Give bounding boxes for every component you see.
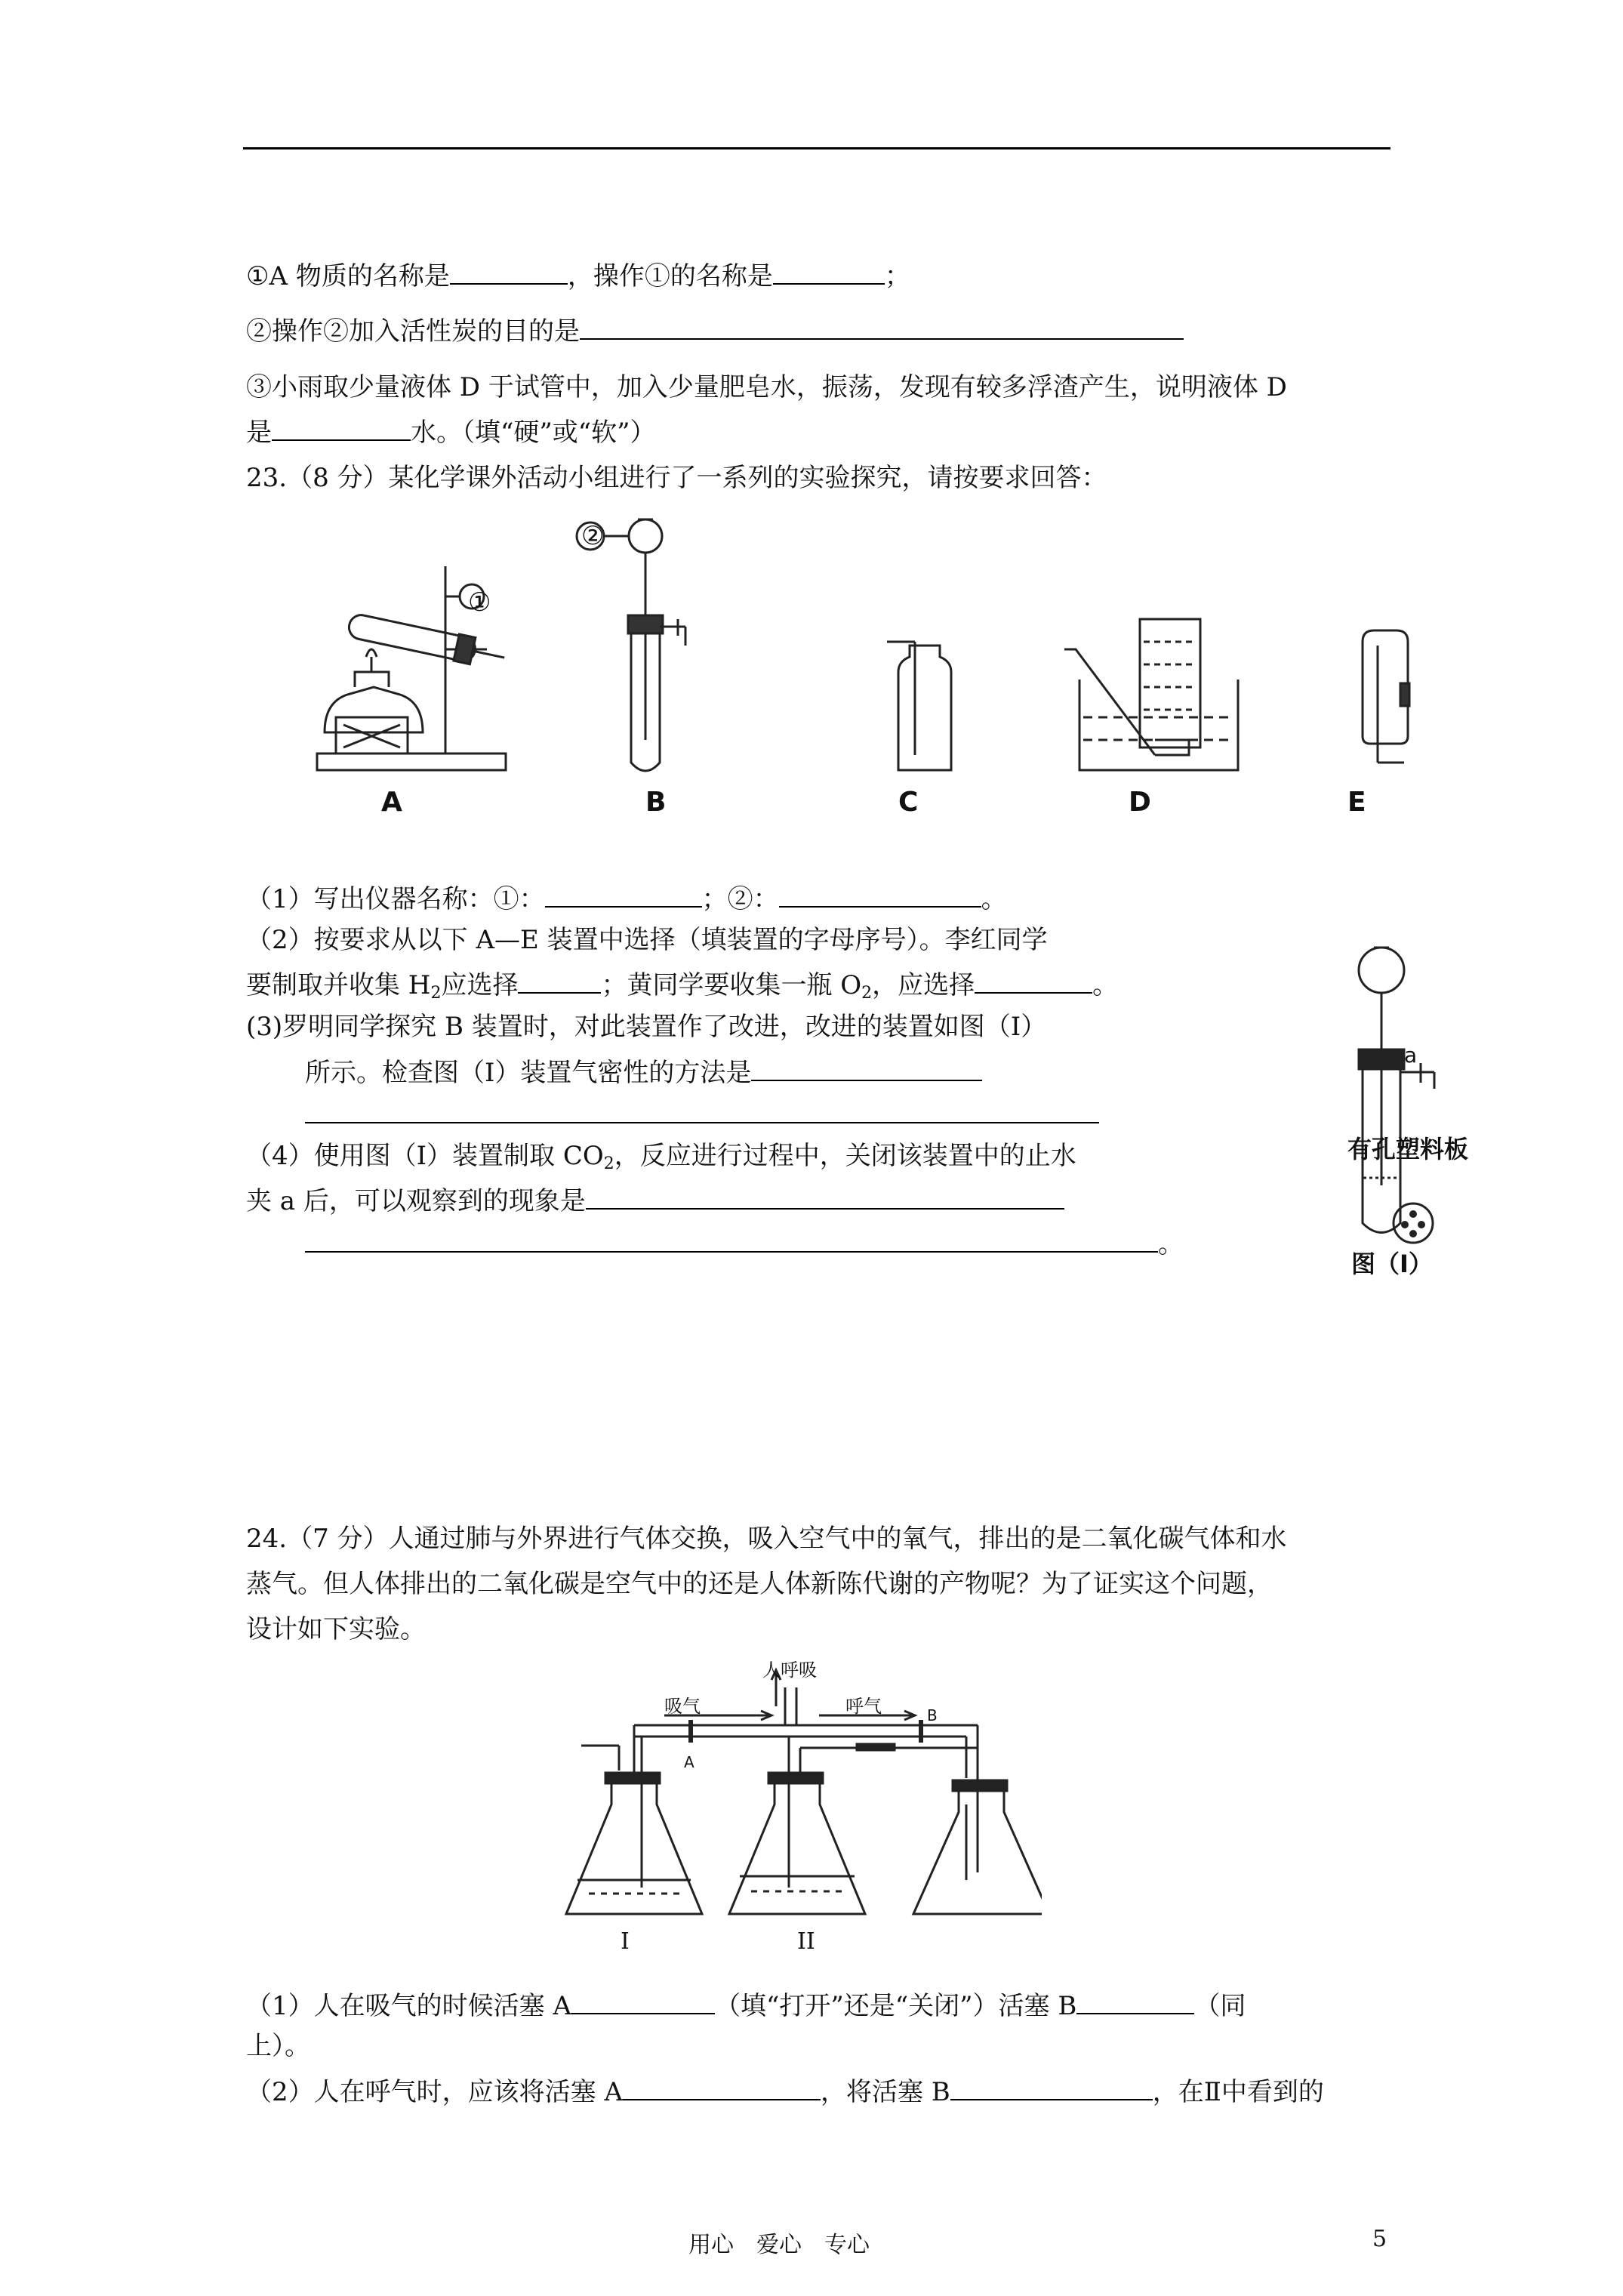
answer-blank[interactable] <box>518 966 601 994</box>
answer-blank-continued[interactable] <box>305 1096 1099 1123</box>
apparatus-label-c: C <box>898 787 919 818</box>
apparatus-marker-1: ① <box>468 587 491 618</box>
answer-blank[interactable] <box>773 257 885 285</box>
q23-part4-line2 <box>246 1182 1064 1218</box>
header-rule <box>243 147 1390 149</box>
answer-blank[interactable] <box>751 1054 982 1081</box>
answer-blank[interactable] <box>571 1987 715 2014</box>
figure-i-caption: 图（I） <box>1351 1250 1433 1278</box>
q23-part4-line1 <box>246 1139 1076 1181</box>
diagram-label-exhale: 呼气 <box>845 1696 882 1717</box>
answer-blank[interactable] <box>450 257 568 285</box>
diagram-label-flask-i: I <box>621 1928 630 1955</box>
answer-blank[interactable] <box>950 2073 1153 2100</box>
diagram-label-valve-b: B <box>927 1706 938 1724</box>
q23-text: 。 <box>1158 1229 1184 1259</box>
apparatus-d-drawing <box>1064 619 1238 770</box>
perforated-plate-icon <box>1390 1200 1436 1246</box>
answer-blank[interactable] <box>1076 1987 1194 2014</box>
q24-text: （填“打开”还是“关闭”）活塞 B <box>715 1991 1077 2021</box>
q23-part2-line1: （2）按要求从以下 A—E 装置中选择（填装置的字母序号）。李红同学 <box>246 925 1048 955</box>
subscript: 2 <box>603 1154 614 1173</box>
q24-text: （1）人在吸气的时候活塞 A <box>246 1991 571 2021</box>
q23-text: 夹 a 后，可以观察到的现象是 <box>246 1186 586 1216</box>
q23-part2-line2 <box>246 966 1118 1010</box>
apparatus-marker-2: ② <box>581 521 605 551</box>
figure-i-clamp-label: a <box>1404 1043 1418 1068</box>
q23-intro: 23.（8 分）某化学课外活动小组进行了一系列的实验探究，请按要求回答： <box>246 463 1107 493</box>
answer-blank[interactable] <box>545 880 702 908</box>
q23-text: 。 <box>1092 970 1119 1000</box>
q22-text: 是 <box>246 418 272 448</box>
diagram-label-valve-a: A <box>684 1753 694 1771</box>
answer-blank[interactable] <box>586 1182 1064 1210</box>
q22-line4 <box>246 414 656 449</box>
q22-text: ①A 物质的名称是 <box>246 261 450 291</box>
subscript: 2 <box>861 984 873 1003</box>
q23-part1 <box>246 880 1007 916</box>
q22-text: ②操作②加入活性炭的目的是 <box>246 316 580 347</box>
q24-part1-line1 <box>246 1987 1246 2023</box>
apparatus-label-b: B <box>645 787 667 818</box>
q22-line3: ③小雨取少量液体 D 于试管中，加入少量肥皂水，振荡，发现有较多浮渣产生，说明液体 D <box>246 372 1287 402</box>
q22-text: 水。（填“硬”或“软”） <box>411 418 656 448</box>
diagram-label-flask-ii: II <box>797 1928 815 1955</box>
q24-text: ，在Ⅱ中看到的 <box>1152 2077 1324 2107</box>
apparatus-label-d: D <box>1129 787 1151 818</box>
q23-text: ，应选择 <box>872 970 975 1000</box>
q22-line1 <box>246 257 910 293</box>
footer-motto: 用心 爱心 专心 <box>688 2232 870 2258</box>
page-number: 5 <box>1372 2226 1387 2252</box>
apparatus-figure <box>302 513 1434 846</box>
q24-intro-line2: 蒸气。但人体排出的二氧化碳是空气中的还是人体新陈代谢的产物呢？为了证实这个问题， <box>246 1569 1273 1599</box>
answer-blank[interactable] <box>779 880 981 908</box>
q23-text: （4）使用图（I）装置制取 CO <box>246 1141 604 1171</box>
q23-part3-line1: (3)罗明同学探究 B 装置时，对此装置作了改进，改进的装置如图（I） <box>246 1012 1047 1042</box>
q23-text: ；黄同学要收集一瓶 O <box>601 970 862 1000</box>
q23-text: ，反应进行过程中，关闭该装置中的止水 <box>614 1141 1076 1171</box>
diagram-label-inhale: 吸气 <box>664 1696 701 1717</box>
q24-intro-line3: 设计如下实验。 <box>246 1614 426 1644</box>
q24-text: （2）人在呼气时，应该将活塞 A <box>246 2077 623 2107</box>
answer-blank[interactable] <box>305 1225 1158 1253</box>
subscript: 2 <box>430 984 442 1003</box>
apparatus-c-drawing <box>887 642 951 770</box>
figure-i-plate-label: 有孔塑料板 <box>1347 1135 1469 1163</box>
q24-text: （同 <box>1194 1991 1246 2021</box>
q24-intro-line1: 24.（7 分）人通过肺与外界进行气体交换，吸入空气中的氧气，排出的是二氧化碳气体和水 <box>246 1524 1287 1554</box>
q23-part4-line3 <box>305 1225 1184 1261</box>
breathing-apparatus-drawing <box>559 1653 1042 1963</box>
q23-text: 。 <box>981 884 1007 914</box>
q24-part1-line2: 上）。 <box>246 2031 310 2061</box>
q23-part3-line2 <box>305 1054 982 1089</box>
q24-text: ，将活塞 B <box>821 2077 950 2107</box>
q22-line2 <box>246 313 1184 348</box>
answer-blank[interactable] <box>272 414 411 441</box>
answer-blank[interactable] <box>975 966 1092 994</box>
q24-part2-line1 <box>246 2073 1324 2109</box>
q23-text: 应选择 <box>441 970 519 1000</box>
q23-text: ；②： <box>701 884 779 914</box>
q22-text: ； <box>884 261 910 291</box>
diagram-label-breath: 人呼吸 <box>762 1660 817 1681</box>
q23-text: （1）写出仪器名称：①： <box>246 884 545 914</box>
apparatus-label-e: E <box>1347 787 1366 818</box>
answer-blank[interactable] <box>580 313 1184 340</box>
q22-text: ，操作①的名称是 <box>567 261 773 291</box>
apparatus-e-drawing <box>1363 630 1409 763</box>
apparatus-label-a: A <box>381 787 402 818</box>
answer-blank[interactable] <box>623 2073 821 2100</box>
q23-text: 要制取并收集 H <box>246 970 431 1000</box>
apparatus-b-drawing <box>577 519 685 771</box>
q23-text: 所示。检查图（I）装置气密性的方法是 <box>305 1058 752 1088</box>
